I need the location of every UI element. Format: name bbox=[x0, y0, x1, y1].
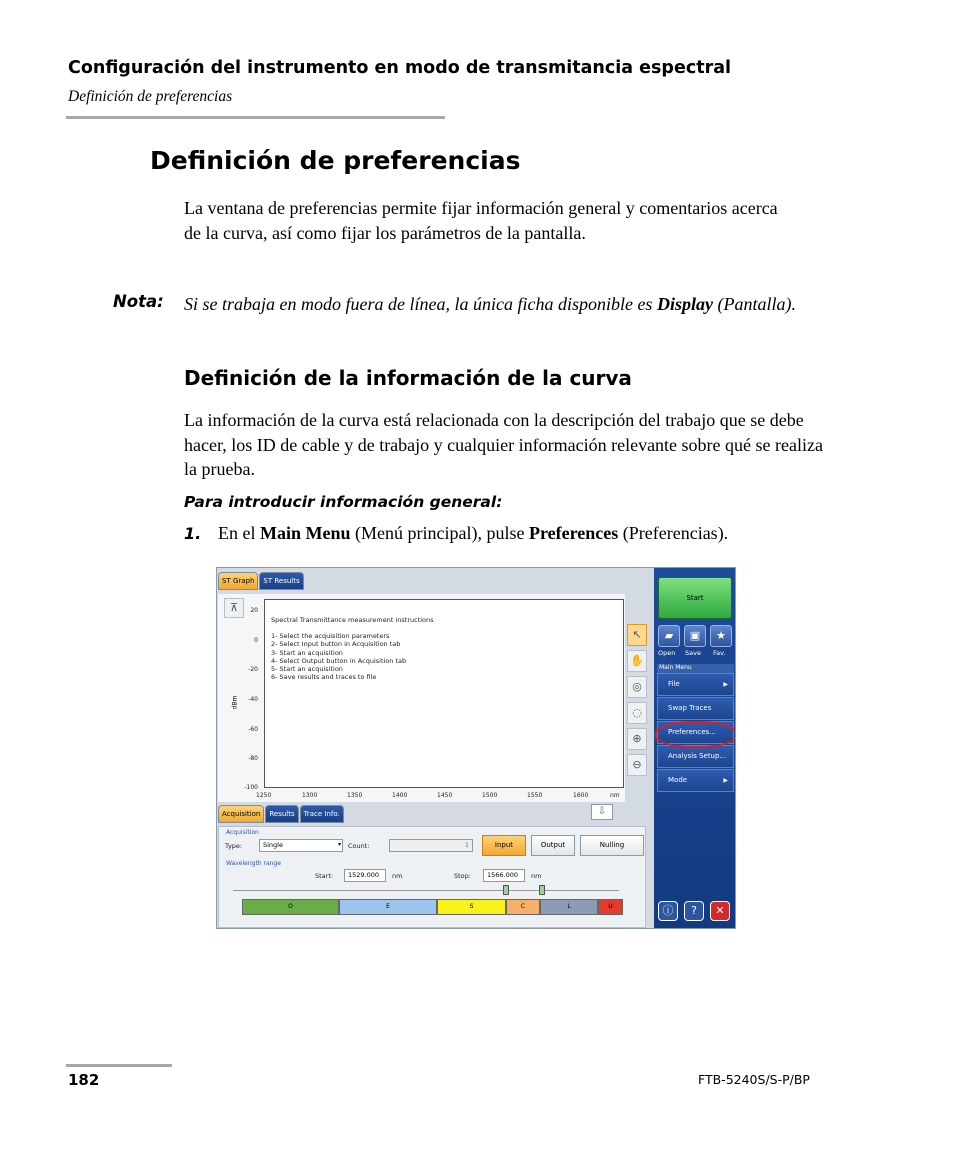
x-tick: 1450 bbox=[437, 792, 453, 799]
save-icon[interactable]: ▣ bbox=[684, 625, 706, 647]
help-icon[interactable]: ? bbox=[684, 901, 704, 921]
band-u: U bbox=[598, 899, 623, 915]
y-tick: 20 bbox=[250, 607, 258, 614]
y-axis-label: dBm bbox=[231, 695, 239, 710]
x-tick: 1600 bbox=[573, 792, 589, 799]
band-l: L bbox=[540, 899, 598, 915]
favorite-star-icon[interactable]: ★ bbox=[710, 625, 732, 647]
main-menu-panel bbox=[654, 568, 736, 929]
y-tick: -100 bbox=[244, 784, 258, 791]
antenna-icon[interactable]: ⊼ bbox=[224, 598, 244, 618]
note-label: Nota: bbox=[113, 292, 164, 311]
menu-item-swap-traces[interactable]: Swap Traces bbox=[657, 697, 734, 720]
stop-unit: nm bbox=[531, 872, 542, 880]
stop-input[interactable]: 1566.000 bbox=[483, 869, 525, 882]
y-tick: 0 bbox=[254, 637, 258, 644]
arrow-right-icon: ▶ bbox=[723, 681, 728, 688]
running-header-title: Configuración del instrumento en modo de transmitancia espectral bbox=[68, 58, 732, 78]
footer-rule bbox=[66, 1064, 172, 1067]
start-input[interactable]: 1529.000 bbox=[344, 869, 386, 882]
subsection-title: Definición de la información de la curva bbox=[184, 366, 632, 390]
zoom-out-icon[interactable]: ⊖ bbox=[627, 754, 647, 776]
menu-item-preferences[interactable]: Preferences... bbox=[657, 721, 734, 744]
model-name: FTB-5240S/S-P/BP bbox=[698, 1072, 810, 1087]
tab-st-results[interactable]: ST Results bbox=[259, 572, 303, 590]
start-button[interactable]: Start bbox=[658, 577, 732, 619]
output-button[interactable]: Output bbox=[531, 835, 575, 856]
tab-trace-info[interactable]: Trace Info. bbox=[300, 805, 344, 823]
type-select[interactable]: Single ▾ bbox=[259, 839, 343, 852]
collapse-arrow-icon[interactable]: ⇩ bbox=[591, 804, 613, 820]
tab-acquisition[interactable]: Acquisition bbox=[218, 805, 264, 823]
tab-results[interactable]: Results bbox=[265, 805, 298, 823]
chevron-down-icon: ▾ bbox=[337, 841, 341, 848]
x-tick: 1300 bbox=[302, 792, 318, 799]
start-label: Start: bbox=[315, 872, 334, 880]
arrow-right-icon: ▶ bbox=[723, 777, 728, 784]
zoom-in-icon[interactable]: ⊕ bbox=[627, 728, 647, 750]
note-bold: Display bbox=[656, 294, 713, 314]
y-tick: -80 bbox=[248, 755, 258, 762]
band-s: S bbox=[437, 899, 506, 915]
menu-item-file[interactable]: File ▶ bbox=[657, 673, 734, 696]
graph-toolbar bbox=[627, 624, 649, 780]
page-number: 182 bbox=[68, 1071, 100, 1089]
nulling-button[interactable]: Nulling bbox=[580, 835, 644, 856]
bottom-tabs bbox=[218, 805, 345, 823]
y-tick: -60 bbox=[248, 726, 258, 733]
zoom-reset-icon[interactable]: ◎ bbox=[627, 676, 647, 698]
band-o: O bbox=[242, 899, 339, 915]
subsection-paragraph: La información de la curva está relacionada con la descripción del trabajo que se debe hacer, los ID de cable y de trabajo y cualquier información relevante sobre qué se realiza la prueba. bbox=[184, 410, 823, 479]
main-menu-title: Main Menu bbox=[657, 664, 734, 673]
zoom-area-icon[interactable]: ◌ bbox=[627, 702, 647, 724]
menu-item-analysis-setup[interactable]: Analysis Setup... bbox=[657, 745, 734, 768]
x-unit: nm bbox=[610, 792, 620, 799]
header-rule bbox=[66, 116, 445, 119]
save-label: Save bbox=[685, 649, 701, 657]
range-start-handle[interactable] bbox=[503, 885, 509, 895]
menu-item-mode[interactable]: Mode ▶ bbox=[657, 769, 734, 792]
procedure-title: Para introducir información general: bbox=[184, 493, 503, 511]
y-tick: -40 bbox=[248, 696, 258, 703]
count-input[interactable]: 1 bbox=[389, 839, 473, 852]
hand-icon[interactable]: ✋ bbox=[627, 650, 647, 672]
stop-label: Stop: bbox=[454, 872, 471, 880]
type-label: Type: bbox=[225, 842, 243, 850]
range-slider-track[interactable] bbox=[233, 890, 619, 891]
x-tick: 1400 bbox=[392, 792, 408, 799]
fav-label: Fav. bbox=[713, 649, 726, 657]
info-icon[interactable]: ⓘ bbox=[658, 901, 678, 921]
tab-st-graph[interactable]: ST Graph bbox=[218, 572, 258, 590]
x-tick: 1350 bbox=[347, 792, 363, 799]
x-tick: 1250 bbox=[256, 792, 272, 799]
open-label: Open bbox=[658, 649, 676, 657]
band-e: E bbox=[339, 899, 437, 915]
count-label: Count: bbox=[348, 842, 370, 850]
graph-area bbox=[218, 594, 625, 802]
step-number: 1. bbox=[184, 524, 202, 543]
running-header-subtitle: Definición de preferencias bbox=[68, 88, 233, 105]
x-tick: 1550 bbox=[527, 792, 543, 799]
preferences-highlight-circle bbox=[655, 721, 736, 748]
open-icon[interactable]: ▰ bbox=[658, 625, 680, 647]
range-stop-handle[interactable] bbox=[539, 885, 545, 895]
app-screenshot bbox=[216, 567, 736, 929]
intro-paragraph: La ventana de preferencias permite fijar información general y comentarios acerca de la curva, así como fijar los parámetros de la pantalla. bbox=[184, 198, 778, 243]
instructions-text: Spectral Transmittance measurement instructions 1- Select the acquisition parameters 2- Select Input button in Acquisition tab 3- Start an acquisition 4- Select Output button in Acquisition tab 5- Start an acquisition 6- Save results and traces to file bbox=[271, 616, 434, 682]
acquisition-group-label: Acquisition bbox=[226, 829, 259, 836]
wavelength-group-label: Wavelength range bbox=[226, 860, 281, 867]
note-text: Si se trabaja en modo fuera de línea, la única ficha disponible es Display (Pantalla). bbox=[184, 294, 796, 314]
close-icon[interactable]: ✕ bbox=[710, 901, 730, 921]
y-tick: -20 bbox=[248, 666, 258, 673]
pointer-icon[interactable]: ↖ bbox=[627, 624, 647, 646]
input-button[interactable]: Input bbox=[482, 835, 526, 856]
graph-tabs bbox=[218, 572, 305, 590]
x-tick: 1500 bbox=[482, 792, 498, 799]
start-unit: nm bbox=[392, 872, 403, 880]
plot-area[interactable] bbox=[264, 599, 624, 788]
step-text: En el Main Menu (Menú principal), pulse Preferences (Preferencias). bbox=[218, 523, 729, 543]
band-c: C bbox=[506, 899, 540, 915]
section-title: Definición de preferencias bbox=[150, 146, 521, 175]
